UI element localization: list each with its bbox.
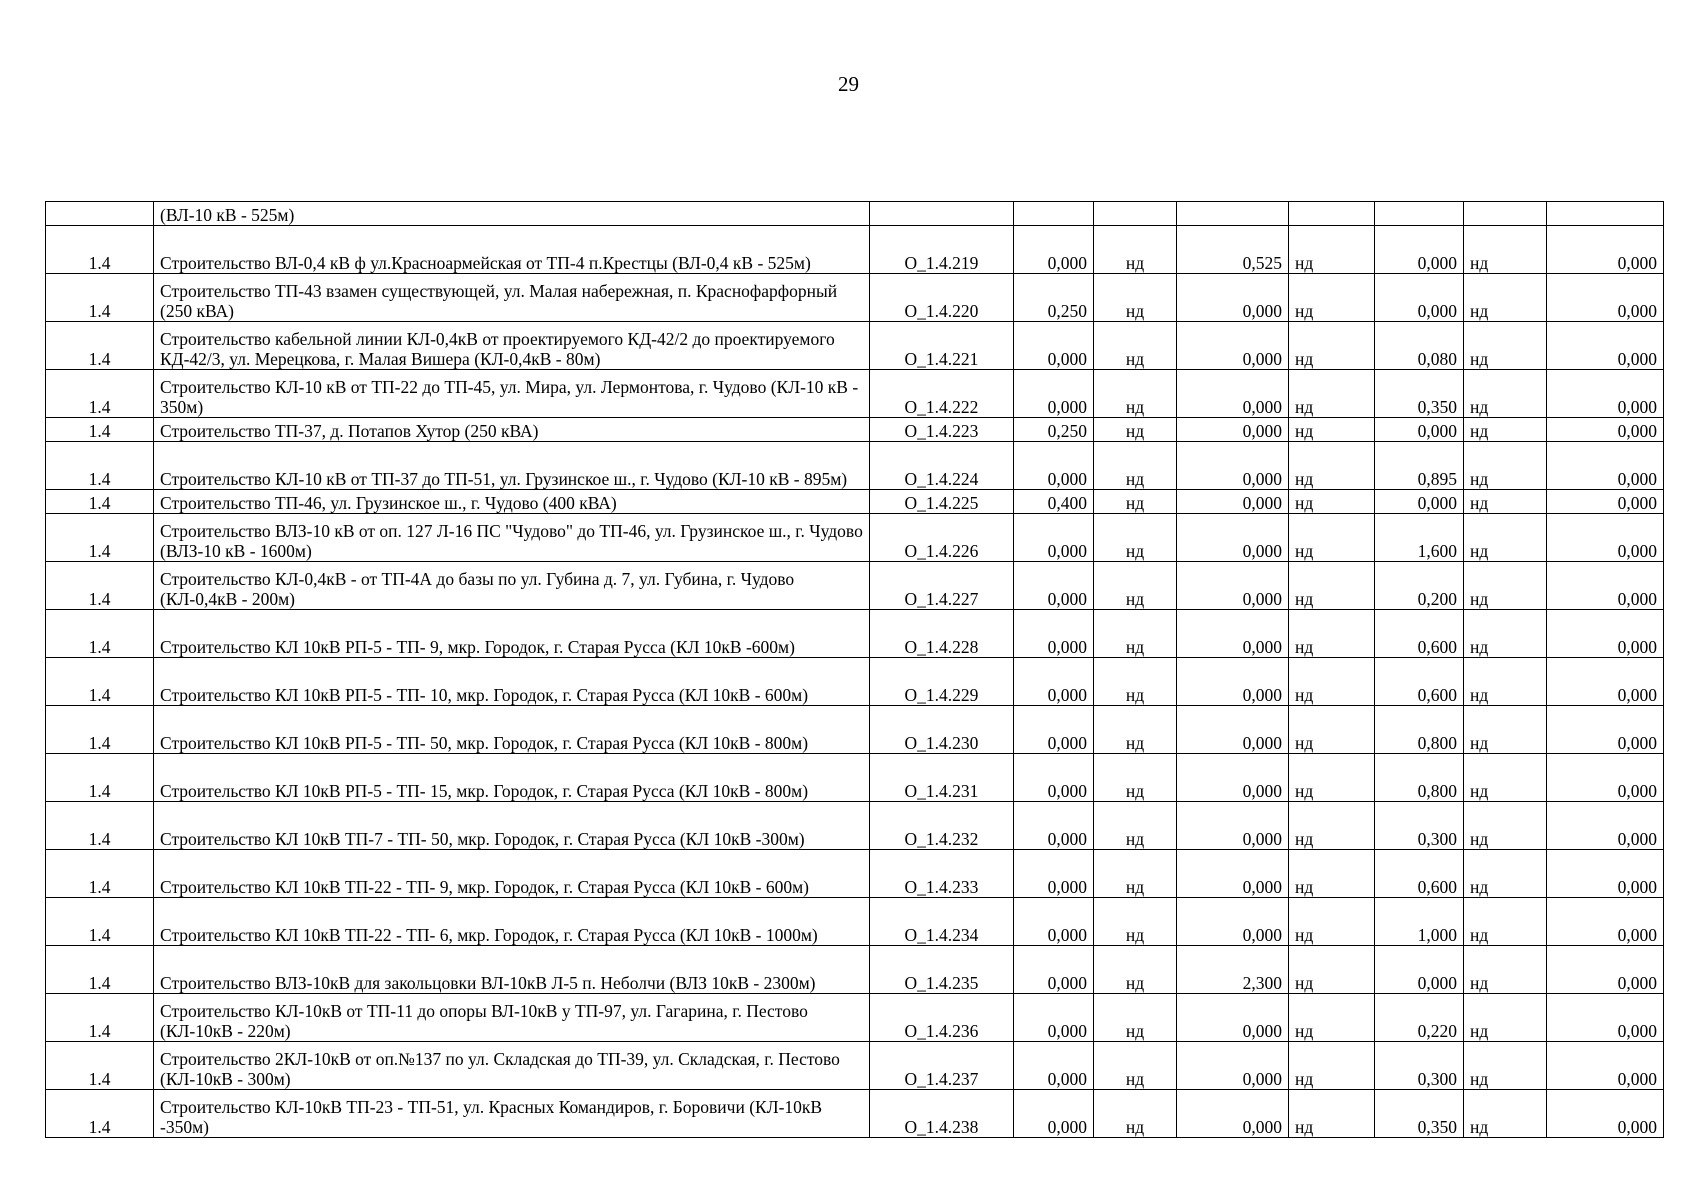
value-1-cell: 0,000 bbox=[1014, 226, 1094, 274]
value-2-cell: 0,000 bbox=[1177, 442, 1289, 490]
value-3-cell: 1,000 bbox=[1375, 898, 1464, 946]
value-3-cell: 0,800 bbox=[1375, 754, 1464, 802]
name-cell: Строительство КЛ 10кВ ТП-7 - ТП- 50, мкр. Городок, г. Старая Русса (КЛ 10кВ -300м) bbox=[154, 802, 870, 850]
nd-2-cell: нд bbox=[1289, 322, 1375, 370]
value-2-cell bbox=[1177, 202, 1289, 226]
name-cell: Строительство кабельной линии КЛ-0,4кВ от проектируемого КД-42/2 до проектируемого КД-42/3, ул. Мерецкова, г. Малая Вишера (КЛ-0,4кВ - 80м) bbox=[154, 322, 870, 370]
nd-3-cell: нд bbox=[1464, 658, 1547, 706]
table-row bbox=[46, 370, 1664, 418]
code-cell bbox=[870, 202, 1014, 226]
name-cell: Строительство 2КЛ-10кВ от оп.№137 по ул. Складская до ТП-39, ул. Складская, г. Пестово (КЛ-10кВ - 300м) bbox=[154, 1042, 870, 1090]
nd-3-cell: нд bbox=[1464, 946, 1547, 994]
value-2-cell: 0,000 bbox=[1177, 898, 1289, 946]
value-2-cell: 0,000 bbox=[1177, 370, 1289, 418]
value-3-cell bbox=[1375, 202, 1464, 226]
nd-2-cell: нд bbox=[1289, 442, 1375, 490]
table-row bbox=[46, 418, 1664, 442]
name-cell: Строительство КЛ 10кВ РП-5 - ТП- 10, мкр. Городок, г. Старая Русса (КЛ 10кВ - 600м) bbox=[154, 658, 870, 706]
code-cell: О_1.4.220 bbox=[870, 274, 1014, 322]
value-2-cell: 0,000 bbox=[1177, 514, 1289, 562]
nd-3-cell: нд bbox=[1464, 274, 1547, 322]
value-4-cell: 0,000 bbox=[1547, 850, 1664, 898]
nd-2-cell: нд bbox=[1289, 706, 1375, 754]
nd-2-cell: нд bbox=[1289, 1090, 1375, 1138]
value-4-cell: 0,000 bbox=[1547, 274, 1664, 322]
table-row bbox=[46, 490, 1664, 514]
nd-3-cell: нд bbox=[1464, 322, 1547, 370]
value-2-cell: 0,000 bbox=[1177, 322, 1289, 370]
page-number: 29 bbox=[838, 72, 859, 96]
section-cell: 1.4 bbox=[46, 274, 154, 322]
value-3-cell: 0,000 bbox=[1375, 490, 1464, 514]
nd-3-cell: нд bbox=[1464, 418, 1547, 442]
table-row bbox=[46, 322, 1664, 370]
nd-2-cell: нд bbox=[1289, 754, 1375, 802]
section-cell: 1.4 bbox=[46, 1042, 154, 1090]
value-2-cell: 0,000 bbox=[1177, 418, 1289, 442]
nd-1-cell: нд bbox=[1094, 322, 1177, 370]
section-cell: 1.4 bbox=[46, 610, 154, 658]
table-row bbox=[46, 754, 1664, 802]
code-cell: О_1.4.234 bbox=[870, 898, 1014, 946]
value-1-cell: 0,400 bbox=[1014, 490, 1094, 514]
value-3-cell: 0,300 bbox=[1375, 1042, 1464, 1090]
value-4-cell: 0,000 bbox=[1547, 754, 1664, 802]
value-1-cell: 0,000 bbox=[1014, 898, 1094, 946]
nd-2-cell: нд bbox=[1289, 226, 1375, 274]
value-3-cell: 0,800 bbox=[1375, 706, 1464, 754]
code-cell: О_1.4.221 bbox=[870, 322, 1014, 370]
name-cell: Строительство ТП-37, д. Потапов Хутор (250 кВА) bbox=[154, 418, 870, 442]
nd-1-cell: нд bbox=[1094, 1090, 1177, 1138]
value-3-cell: 0,000 bbox=[1375, 274, 1464, 322]
value-1-cell bbox=[1014, 202, 1094, 226]
section-cell: 1.4 bbox=[46, 994, 154, 1042]
section-cell: 1.4 bbox=[46, 514, 154, 562]
nd-1-cell: нд bbox=[1094, 754, 1177, 802]
table-row bbox=[46, 898, 1664, 946]
value-1-cell: 0,000 bbox=[1014, 370, 1094, 418]
nd-3-cell: нд bbox=[1464, 370, 1547, 418]
name-cell: Строительство КЛ-10 кВ от ТП-37 до ТП-51, ул. Грузинское ш., г. Чудово (КЛ-10 кВ - 895м) bbox=[154, 442, 870, 490]
name-cell: (ВЛ-10 кВ - 525м) bbox=[154, 202, 870, 226]
value-4-cell: 0,000 bbox=[1547, 226, 1664, 274]
value-3-cell: 0,350 bbox=[1375, 1090, 1464, 1138]
nd-2-cell: нд bbox=[1289, 802, 1375, 850]
nd-3-cell: нд bbox=[1464, 850, 1547, 898]
code-cell: О_1.4.233 bbox=[870, 850, 1014, 898]
nd-2-cell: нд bbox=[1289, 1042, 1375, 1090]
nd-3-cell: нд bbox=[1464, 1090, 1547, 1138]
value-1-cell: 0,000 bbox=[1014, 658, 1094, 706]
section-cell: 1.4 bbox=[46, 850, 154, 898]
nd-1-cell: нд bbox=[1094, 274, 1177, 322]
value-1-cell: 0,000 bbox=[1014, 514, 1094, 562]
nd-3-cell: нд bbox=[1464, 514, 1547, 562]
value-2-cell: 0,000 bbox=[1177, 610, 1289, 658]
code-cell: О_1.4.238 bbox=[870, 1090, 1014, 1138]
nd-1-cell: нд bbox=[1094, 226, 1177, 274]
nd-1-cell: нд bbox=[1094, 610, 1177, 658]
name-cell: Строительство КЛ-10 кВ от ТП-22 до ТП-45, ул. Мира, ул. Лермонтова, г. Чудово (КЛ-10 кВ - 350м) bbox=[154, 370, 870, 418]
nd-1-cell: нд bbox=[1094, 1042, 1177, 1090]
name-cell: Строительство КЛ 10кВ РП-5 - ТП- 15, мкр. Городок, г. Старая Русса (КЛ 10кВ - 800м) bbox=[154, 754, 870, 802]
nd-2-cell: нд bbox=[1289, 514, 1375, 562]
value-3-cell: 0,600 bbox=[1375, 658, 1464, 706]
value-2-cell: 0,000 bbox=[1177, 754, 1289, 802]
value-2-cell: 0,000 bbox=[1177, 802, 1289, 850]
code-cell: О_1.4.235 bbox=[870, 946, 1014, 994]
nd-1-cell: нд bbox=[1094, 442, 1177, 490]
table-row bbox=[46, 802, 1664, 850]
section-cell: 1.4 bbox=[46, 442, 154, 490]
value-1-cell: 0,250 bbox=[1014, 274, 1094, 322]
value-4-cell: 0,000 bbox=[1547, 610, 1664, 658]
nd-3-cell: нд bbox=[1464, 562, 1547, 610]
nd-2-cell: нд bbox=[1289, 658, 1375, 706]
code-cell: О_1.4.237 bbox=[870, 1042, 1014, 1090]
table-row bbox=[46, 994, 1664, 1042]
value-4-cell: 0,000 bbox=[1547, 706, 1664, 754]
name-cell: Строительство КЛ 10кВ РП-5 - ТП- 9, мкр. Городок, г. Старая Русса (КЛ 10кВ -600м) bbox=[154, 610, 870, 658]
nd-1-cell: нд bbox=[1094, 850, 1177, 898]
section-cell: 1.4 bbox=[46, 226, 154, 274]
nd-1-cell bbox=[1094, 202, 1177, 226]
value-3-cell: 0,000 bbox=[1375, 418, 1464, 442]
nd-3-cell: нд bbox=[1464, 226, 1547, 274]
value-3-cell: 0,000 bbox=[1375, 946, 1464, 994]
table-row bbox=[46, 610, 1664, 658]
nd-3-cell: нд bbox=[1464, 802, 1547, 850]
nd-3-cell: нд bbox=[1464, 754, 1547, 802]
value-4-cell: 0,000 bbox=[1547, 802, 1664, 850]
nd-1-cell: нд bbox=[1094, 490, 1177, 514]
value-4-cell: 0,000 bbox=[1547, 898, 1664, 946]
nd-2-cell: нд bbox=[1289, 418, 1375, 442]
value-3-cell: 1,600 bbox=[1375, 514, 1464, 562]
value-4-cell: 0,000 bbox=[1547, 562, 1664, 610]
value-1-cell: 0,000 bbox=[1014, 850, 1094, 898]
code-cell: О_1.4.224 bbox=[870, 442, 1014, 490]
nd-2-cell: нд bbox=[1289, 490, 1375, 514]
value-1-cell: 0,000 bbox=[1014, 802, 1094, 850]
nd-3-cell: нд bbox=[1464, 994, 1547, 1042]
nd-3-cell: нд bbox=[1464, 898, 1547, 946]
value-3-cell: 0,895 bbox=[1375, 442, 1464, 490]
table-row bbox=[46, 202, 1664, 226]
code-cell: О_1.4.230 bbox=[870, 706, 1014, 754]
value-2-cell: 0,000 bbox=[1177, 706, 1289, 754]
value-1-cell: 0,000 bbox=[1014, 706, 1094, 754]
nd-2-cell: нд bbox=[1289, 994, 1375, 1042]
value-4-cell: 0,000 bbox=[1547, 490, 1664, 514]
value-2-cell: 2,300 bbox=[1177, 946, 1289, 994]
section-cell: 1.4 bbox=[46, 562, 154, 610]
code-cell: О_1.4.228 bbox=[870, 610, 1014, 658]
table-row bbox=[46, 514, 1664, 562]
section-cell: 1.4 bbox=[46, 658, 154, 706]
section-cell: 1.4 bbox=[46, 370, 154, 418]
code-cell: О_1.4.219 bbox=[870, 226, 1014, 274]
value-2-cell: 0,000 bbox=[1177, 1090, 1289, 1138]
value-3-cell: 0,600 bbox=[1375, 850, 1464, 898]
name-cell: Строительство КЛ 10кВ РП-5 - ТП- 50, мкр. Городок, г. Старая Русса (КЛ 10кВ - 800м) bbox=[154, 706, 870, 754]
code-cell: О_1.4.236 bbox=[870, 994, 1014, 1042]
section-cell: 1.4 bbox=[46, 898, 154, 946]
section-cell: 1.4 bbox=[46, 946, 154, 994]
value-3-cell: 0,600 bbox=[1375, 610, 1464, 658]
section-cell: 1.4 bbox=[46, 418, 154, 442]
nd-3-cell: нд bbox=[1464, 706, 1547, 754]
value-3-cell: 0,200 bbox=[1375, 562, 1464, 610]
nd-3-cell: нд bbox=[1464, 1042, 1547, 1090]
value-2-cell: 0,000 bbox=[1177, 994, 1289, 1042]
code-cell: О_1.4.231 bbox=[870, 754, 1014, 802]
value-1-cell: 0,000 bbox=[1014, 442, 1094, 490]
code-cell: О_1.4.227 bbox=[870, 562, 1014, 610]
value-3-cell: 0,080 bbox=[1375, 322, 1464, 370]
nd-3-cell: нд bbox=[1464, 442, 1547, 490]
nd-3-cell: нд bbox=[1464, 610, 1547, 658]
value-1-cell: 0,000 bbox=[1014, 562, 1094, 610]
nd-2-cell: нд bbox=[1289, 946, 1375, 994]
name-cell: Строительство КЛ-10кВ от ТП-11 до опоры ВЛ-10кВ у ТП-97, ул. Гагарина, г. Пестово (КЛ-10кВ - 220м) bbox=[154, 994, 870, 1042]
value-1-cell: 0,000 bbox=[1014, 322, 1094, 370]
value-2-cell: 0,000 bbox=[1177, 562, 1289, 610]
value-2-cell: 0,000 bbox=[1177, 850, 1289, 898]
nd-3-cell: нд bbox=[1464, 490, 1547, 514]
table-row bbox=[46, 274, 1664, 322]
nd-1-cell: нд bbox=[1094, 706, 1177, 754]
value-4-cell: 0,000 bbox=[1547, 994, 1664, 1042]
nd-2-cell: нд bbox=[1289, 850, 1375, 898]
value-4-cell: 0,000 bbox=[1547, 442, 1664, 490]
value-2-cell: 0,000 bbox=[1177, 1042, 1289, 1090]
nd-2-cell: нд bbox=[1289, 274, 1375, 322]
value-4-cell: 0,000 bbox=[1547, 418, 1664, 442]
section-cell bbox=[46, 202, 154, 226]
value-1-cell: 0,000 bbox=[1014, 1042, 1094, 1090]
table-row bbox=[46, 1090, 1664, 1138]
nd-2-cell: нд bbox=[1289, 898, 1375, 946]
nd-2-cell: нд bbox=[1289, 370, 1375, 418]
section-cell: 1.4 bbox=[46, 490, 154, 514]
code-cell: О_1.4.232 bbox=[870, 802, 1014, 850]
name-cell: Строительство ВЛЗ-10кВ для закольцовки ВЛ-10кВ Л-5 п. Неболчи (ВЛЗ 10кВ - 2300м) bbox=[154, 946, 870, 994]
name-cell: Строительство КЛ-0,4кВ - от ТП-4А до базы по ул. Губина д. 7, ул. Губина, г. Чудово (КЛ-0,4кВ - 200м) bbox=[154, 562, 870, 610]
data-table bbox=[45, 201, 1664, 1138]
value-2-cell: 0,000 bbox=[1177, 658, 1289, 706]
name-cell: Строительство ТП-46, ул. Грузинское ш., г. Чудово (400 кВА) bbox=[154, 490, 870, 514]
nd-1-cell: нд bbox=[1094, 562, 1177, 610]
nd-1-cell: нд bbox=[1094, 658, 1177, 706]
nd-1-cell: нд bbox=[1094, 994, 1177, 1042]
code-cell: О_1.4.222 bbox=[870, 370, 1014, 418]
value-4-cell: 0,000 bbox=[1547, 1042, 1664, 1090]
value-4-cell: 0,000 bbox=[1547, 946, 1664, 994]
value-4-cell bbox=[1547, 202, 1664, 226]
section-cell: 1.4 bbox=[46, 322, 154, 370]
section-cell: 1.4 bbox=[46, 802, 154, 850]
name-cell: Строительство КЛ-10кВ ТП-23 - ТП-51, ул. Красных Командиров, г. Боровичи (КЛ-10кВ -350м) bbox=[154, 1090, 870, 1138]
nd-1-cell: нд bbox=[1094, 370, 1177, 418]
section-cell: 1.4 bbox=[46, 706, 154, 754]
table-row bbox=[46, 226, 1664, 274]
nd-2-cell: нд bbox=[1289, 610, 1375, 658]
value-1-cell: 0,250 bbox=[1014, 418, 1094, 442]
section-cell: 1.4 bbox=[46, 1090, 154, 1138]
table-row bbox=[46, 658, 1664, 706]
name-cell: Строительство ВЛЗ-10 кВ от оп. 127 Л-16 ПС "Чудово" до ТП-46, ул. Грузинское ш., г. Чудово (ВЛЗ-10 кВ - 1600м) bbox=[154, 514, 870, 562]
value-1-cell: 0,000 bbox=[1014, 994, 1094, 1042]
value-4-cell: 0,000 bbox=[1547, 514, 1664, 562]
nd-1-cell: нд bbox=[1094, 514, 1177, 562]
table-row bbox=[46, 1042, 1664, 1090]
name-cell: Строительство ВЛ-0,4 кВ ф ул.Красноармейская от ТП-4 п.Крестцы (ВЛ-0,4 кВ - 525м) bbox=[154, 226, 870, 274]
table-row bbox=[46, 946, 1664, 994]
table-body bbox=[46, 202, 1664, 1138]
nd-1-cell: нд bbox=[1094, 898, 1177, 946]
nd-2-cell bbox=[1289, 202, 1375, 226]
table-row bbox=[46, 706, 1664, 754]
value-2-cell: 0,000 bbox=[1177, 274, 1289, 322]
table-row bbox=[46, 850, 1664, 898]
code-cell: О_1.4.223 bbox=[870, 418, 1014, 442]
value-4-cell: 0,000 bbox=[1547, 322, 1664, 370]
value-3-cell: 0,220 bbox=[1375, 994, 1464, 1042]
code-cell: О_1.4.225 bbox=[870, 490, 1014, 514]
value-4-cell: 0,000 bbox=[1547, 370, 1664, 418]
value-3-cell: 0,300 bbox=[1375, 802, 1464, 850]
section-cell: 1.4 bbox=[46, 754, 154, 802]
table-row bbox=[46, 562, 1664, 610]
value-4-cell: 0,000 bbox=[1547, 1090, 1664, 1138]
nd-2-cell: нд bbox=[1289, 562, 1375, 610]
value-4-cell: 0,000 bbox=[1547, 658, 1664, 706]
nd-1-cell: нд bbox=[1094, 946, 1177, 994]
code-cell: О_1.4.229 bbox=[870, 658, 1014, 706]
value-1-cell: 0,000 bbox=[1014, 610, 1094, 658]
value-1-cell: 0,000 bbox=[1014, 946, 1094, 994]
name-cell: Строительство КЛ 10кВ ТП-22 - ТП- 9, мкр. Городок, г. Старая Русса (КЛ 10кВ - 600м) bbox=[154, 850, 870, 898]
value-1-cell: 0,000 bbox=[1014, 754, 1094, 802]
nd-3-cell bbox=[1464, 202, 1547, 226]
name-cell: Строительство КЛ 10кВ ТП-22 - ТП- 6, мкр. Городок, г. Старая Русса (КЛ 10кВ - 1000м) bbox=[154, 898, 870, 946]
nd-1-cell: нд bbox=[1094, 418, 1177, 442]
value-2-cell: 0,525 bbox=[1177, 226, 1289, 274]
nd-1-cell: нд bbox=[1094, 802, 1177, 850]
value-1-cell: 0,000 bbox=[1014, 1090, 1094, 1138]
code-cell: О_1.4.226 bbox=[870, 514, 1014, 562]
value-3-cell: 0,000 bbox=[1375, 226, 1464, 274]
name-cell: Строительство ТП-43 взамен существующей, ул. Малая набережная, п. Краснофарфорный (250 кВА) bbox=[154, 274, 870, 322]
value-3-cell: 0,350 bbox=[1375, 370, 1464, 418]
value-2-cell: 0,000 bbox=[1177, 490, 1289, 514]
table-row bbox=[46, 442, 1664, 490]
